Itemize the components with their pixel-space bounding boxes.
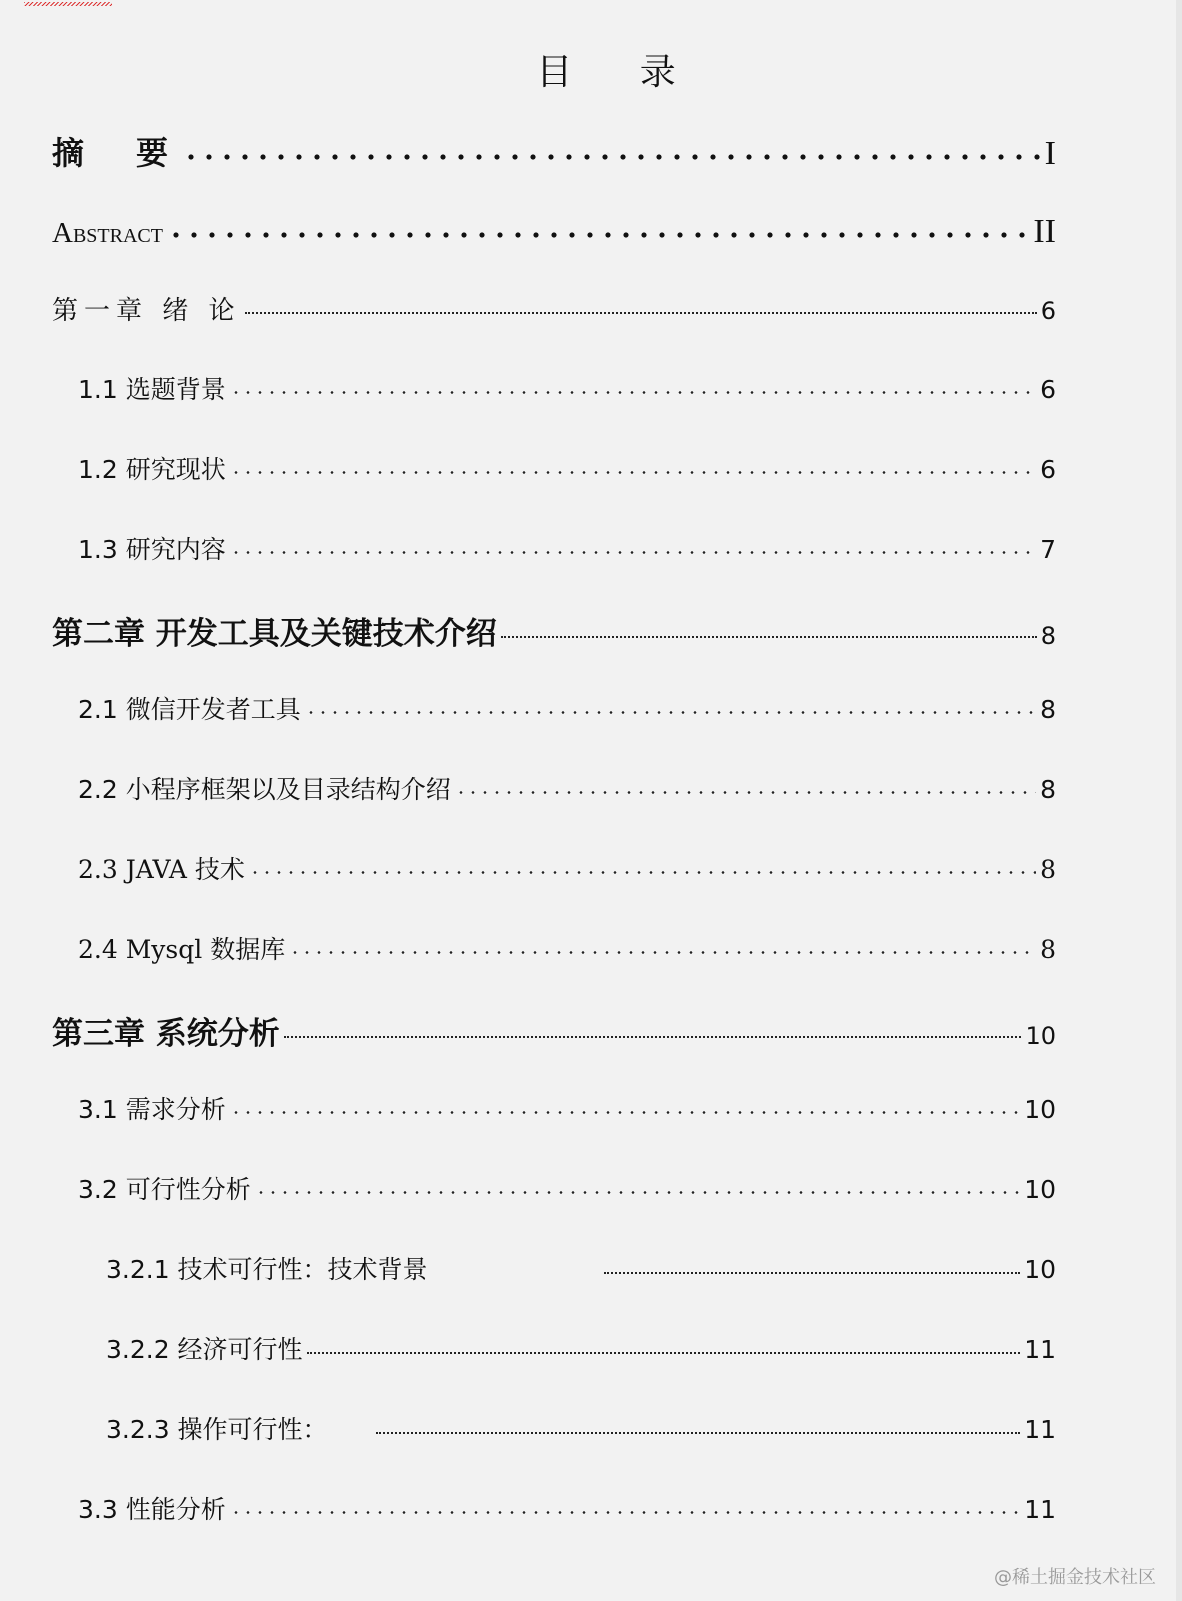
toc-entry-label: 1.3 研究内容 (78, 535, 226, 564)
toc-entry-1-3[interactable] (78, 530, 1056, 566)
toc-entry-page: 8 (1040, 775, 1056, 804)
toc-entry-label: 2.2 小程序框架以及目录结构介绍 (78, 775, 451, 804)
toc-entry-label: 1.2 研究现状 (78, 455, 226, 484)
toc-entry-abstract-cn[interactable] (52, 128, 1056, 174)
toc-entry-label: 3.1 需求分析 (78, 1095, 226, 1124)
toc-entry-page: 11 (1024, 1495, 1056, 1524)
toc-entry-label: 2.3 JAVA 技术 (78, 855, 245, 884)
toc-entry-page: 8 (1040, 622, 1056, 650)
toc-entry-2-3[interactable] (78, 850, 1056, 886)
toc-entry-label: Abstract (52, 216, 163, 249)
dot-leader (305, 691, 1036, 719)
toc-entry-page: 8 (1040, 855, 1056, 884)
toc-entry-label: 3.2.1 技术可行性：技术背景 (106, 1255, 428, 1284)
toc-entry-3-1[interactable] (78, 1090, 1056, 1126)
toc-entry-page: 10 (1025, 1022, 1056, 1050)
toc-entry-label: 3.2.3 操作可行性： (106, 1415, 328, 1444)
toc-entry-label: 第二章 开发工具及关键技术介绍 (52, 616, 497, 652)
toc-title: 目 录 (536, 52, 704, 93)
dot-leader (230, 371, 1036, 399)
toc-entry-chapter-2[interactable] (52, 608, 1056, 653)
toc-entry-3-2[interactable] (78, 1170, 1056, 1206)
toc-entry-3-2-1[interactable] (106, 1250, 1056, 1286)
dot-leader (501, 610, 1037, 644)
toc-entry-label: 2.4 Mysql 数据库 (78, 935, 286, 964)
dot-leader (376, 1411, 1020, 1439)
watermark: @稀土掘金技术社区 (994, 1567, 1156, 1588)
dot-leader (230, 451, 1036, 479)
toc-entry-page: 7 (1040, 535, 1056, 564)
toc-entry-chapter-1[interactable] (52, 290, 1056, 327)
toc-entry-page: 11 (1024, 1415, 1056, 1444)
toc-entry-page: II (1033, 212, 1056, 250)
toc-entry-2-4[interactable] (78, 930, 1056, 966)
toc-entry-2-2[interactable] (78, 770, 1056, 806)
dot-leader (230, 531, 1036, 559)
toc-entry-page: 8 (1040, 935, 1056, 964)
toc-entry-3-2-2[interactable] (106, 1330, 1056, 1366)
dot-leader (230, 1091, 1020, 1119)
toc-entry-3-3[interactable] (78, 1490, 1056, 1526)
dot-leader (182, 129, 1041, 164)
toc-entry-page: 11 (1024, 1335, 1056, 1364)
toc-entry-page: 10 (1024, 1255, 1056, 1284)
toc-entry-label: 1.1 选题背景 (78, 375, 226, 404)
toc-entry-2-1[interactable] (78, 690, 1056, 726)
dot-leader (307, 1331, 1021, 1359)
dot-leader (255, 1171, 1020, 1199)
toc-entry-page: I (1044, 135, 1056, 172)
dot-leader (230, 1491, 1020, 1519)
toc-entry-1-2[interactable] (78, 450, 1056, 486)
toc-entry-label: 2.1 微信开发者工具 (78, 695, 301, 724)
toc-entry-label: 摘 要 (52, 134, 179, 172)
dot-leader (284, 1010, 1022, 1044)
dot-leader (245, 290, 1037, 319)
toc-entry-label: 3.2 可行性分析 (78, 1175, 251, 1204)
dot-leader (167, 210, 1029, 242)
toc-entry-3-2-3[interactable] (106, 1410, 1056, 1446)
toc-entry-page: 6 (1040, 375, 1056, 404)
toc-entry-label: 第一章 绪 论 (52, 296, 241, 326)
dot-leader (249, 851, 1036, 879)
toc-entry-abstract-en[interactable] (52, 210, 1056, 251)
toc-entry-chapter-3[interactable] (52, 1008, 1056, 1053)
toc-entry-page: 10 (1024, 1095, 1056, 1124)
toc-entry-label: 3.3 性能分析 (78, 1495, 226, 1524)
toc-entry-page: 10 (1024, 1175, 1056, 1204)
dot-leader (289, 931, 1036, 959)
toc-entry-label: 3.2.2 经济可行性 (106, 1335, 303, 1364)
toc-entry-1-1[interactable] (78, 370, 1056, 406)
toc-entry-page: 6 (1040, 455, 1056, 484)
dot-leader (455, 771, 1036, 799)
dot-leader (604, 1251, 1020, 1279)
toc-entry-label: 第三章 系统分析 (52, 1016, 280, 1052)
toc-entry-page: 6 (1040, 297, 1056, 325)
toc-entry-page: 8 (1040, 695, 1056, 724)
